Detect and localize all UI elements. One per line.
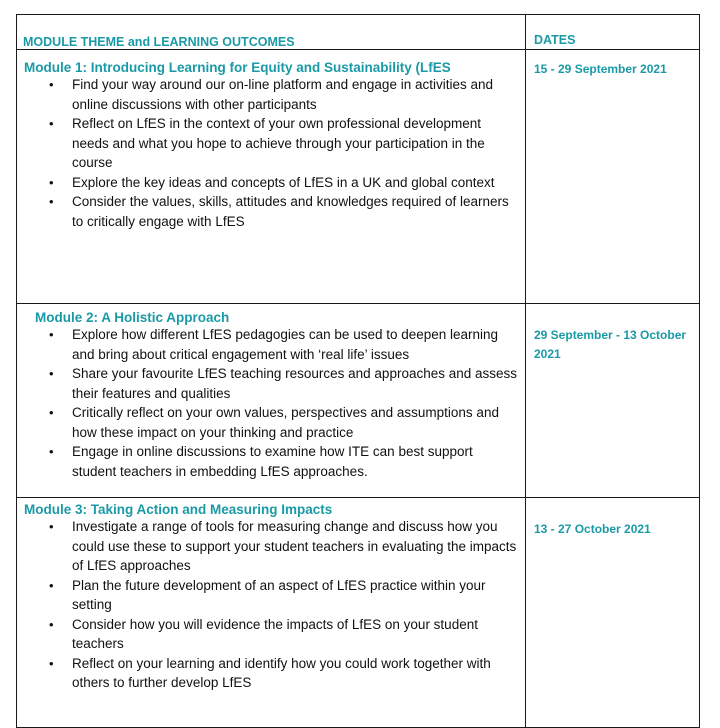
bullet-icon: • [49,174,54,190]
module-outcomes-cell [17,304,526,498]
module-date-cell [526,304,700,498]
bullet-icon: • [49,405,54,420]
module-date: 13 - 27 October 2021 [534,522,651,536]
outcome-item [17,442,525,481]
bullet-icon: • [49,77,54,92]
outcome-item [17,325,525,364]
outcome-text: Engage in online discussions to examine how ITE can best support student teachers in embedding LfES approaches. [72,444,473,479]
module-title: Module 1: Introducing Learning for Equity and Sustainability (LfES [24,60,451,75]
outcome-text: Share your favourite LfES teaching resources and approaches and assess their features and qualities [72,366,518,401]
bullet-icon: • [49,366,54,381]
outcome-text: Explore how different LfES pedagogies can be used to deepen learning and bring about critical engagement with ‘real life’ issues [72,327,499,362]
outcome-text: Explore the key ideas and concepts of LfES in a UK and global context [72,174,495,190]
module-outcomes-cell [17,50,526,304]
outcome-text: Consider the values, skills, attitudes and knowledges required of learners to critically engage with LfES [72,194,509,229]
module-date-cell [526,498,700,728]
bullet-icon: • [49,327,54,342]
module-title: Module 3: Taking Action and Measuring Impacts [24,502,333,517]
outcome-text: Reflect on LfES in the context of your own professional development needs and what you hope to achieve through your participation in the course [72,116,485,170]
outcome-text: Find your way around our on-line platform and engage in activities and online discussions with other participants [72,77,493,112]
bullet-icon: • [49,194,54,209]
bullet-icon: • [49,444,54,459]
outcome-text: Plan the future development of an aspect of LfES practice within your setting [72,577,486,612]
outcome-item [17,615,525,654]
outcome-item [17,576,525,615]
bullet-icon: • [49,519,54,534]
outcomes-list [17,517,525,693]
outcome-item [17,75,525,114]
theme-header-cell [17,15,526,50]
outcome-item [17,114,525,173]
module-row [17,498,700,728]
outcome-item [17,364,525,403]
module-row [17,304,700,498]
module-title: Module 2: A Holistic Approach [35,310,230,325]
bullet-icon: • [49,577,54,593]
bullet-icon: • [49,116,54,131]
module-outcomes-cell [17,498,526,728]
outcome-item [17,173,525,193]
bullet-icon: • [49,655,54,671]
module-date-cell [526,50,700,304]
dates-header-label: DATES [534,33,576,47]
outcome-text: Critically reflect on your own values, perspectives and assumptions and how these impact on your thinking and practice [72,405,499,440]
outcome-text: Consider how you will evidence the impacts of LfES on your student teachers [72,616,478,651]
module-schedule-table [16,14,700,728]
outcome-text: Investigate a range of tools for measuring change and discuss how you could use these to support your student teachers in evaluating the impacts of LfES approaches [72,519,517,573]
outcome-item [17,403,525,442]
outcome-item [17,192,525,231]
outcome-text: Reflect on your learning and identify how you could work together with others to further develop LfES [72,655,491,690]
outcome-item [17,517,525,576]
module-date: 15 - 29 September 2021 [534,62,667,76]
bullet-icon: • [49,616,54,632]
table-header-row [17,15,700,50]
theme-header-label: MODULE THEME and LEARNING OUTCOMES [23,35,295,49]
dates-header-cell [526,15,700,50]
module-date: 29 September - 13 October 2021 [534,328,687,361]
outcome-item [17,654,525,693]
outcomes-list [17,75,525,231]
outcomes-list [17,325,525,481]
module-row [17,50,700,304]
